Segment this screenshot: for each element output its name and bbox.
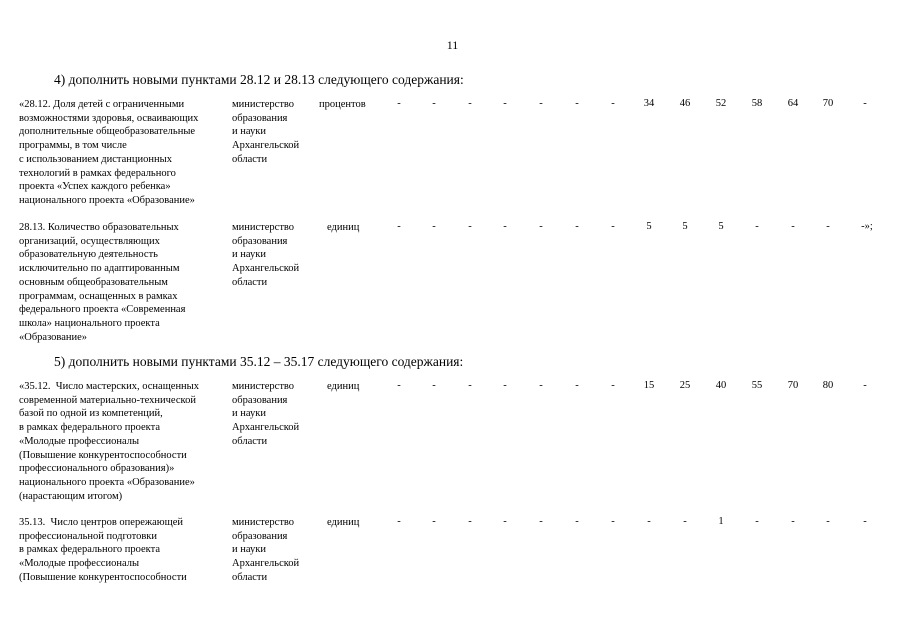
value-cell: 34 <box>643 98 655 109</box>
value-cell: - <box>539 516 543 527</box>
row-35-12-description: «35.12. Число мастерских, оснащенных современной материально-технической базой по одной из компетенций, в рамках федерального проекта «Молодые профессионалы (Повышение конкурентоспособности профессионального образования)» национального проекта «Образование» (нарастающим итогом) <box>19 381 199 502</box>
value-cell: - <box>432 380 436 391</box>
value-cell: - <box>863 380 867 391</box>
value-cell: 1 <box>718 516 724 527</box>
value-cell: - <box>755 221 759 232</box>
value-cell: 5 <box>646 221 652 232</box>
value-cell: - <box>503 221 507 232</box>
value-cell: - <box>755 516 759 527</box>
value-cell: - <box>503 380 507 391</box>
value-cell: - <box>683 516 687 527</box>
value-cell: 46 <box>679 98 691 109</box>
value-cell: - <box>539 380 543 391</box>
value-cell: - <box>468 98 472 109</box>
value-cell: - <box>647 516 651 527</box>
value-cell: - <box>432 221 436 232</box>
value-cell: - <box>826 221 830 232</box>
item5-heading: 5) дополнить новыми пунктами 35.12 – 35.17 следующего содержания: <box>54 354 464 369</box>
row-35-13-unit: единиц <box>327 517 360 528</box>
value-cell: - <box>575 98 579 109</box>
row-28-12-description: «28.12. Доля детей с ограниченными возможностями здоровья, осваивающих дополнительные общеобразовательные программы, в том числе с использованием дистанционных технологий в рамках федерального проекта «Успех каждого ребенка» национального проекта «Образование» <box>19 99 199 206</box>
row-35-13-organization: министерство образования и науки Архангельской области <box>232 517 300 583</box>
value-cell: 64 <box>787 98 799 109</box>
row-35-13-description: 35.13. Число центров опережающей профессиональной подготовки в рамках федерального проекта «Молодые профессионалы (Повышение конкурентоспособности <box>19 517 187 583</box>
value-cell: 5 <box>718 221 724 232</box>
value-cell: - <box>863 98 867 109</box>
value-cell: - <box>611 98 615 109</box>
value-cell: 25 <box>679 380 691 391</box>
value-cell: - <box>611 516 615 527</box>
value-cell: 70 <box>822 98 834 109</box>
value-cell: - <box>397 380 401 391</box>
value-cell: - <box>863 516 867 527</box>
value-cell: 55 <box>751 380 763 391</box>
value-cell: - <box>575 380 579 391</box>
value-cell: 52 <box>715 98 727 109</box>
row-28-12-organization: министерство образования и науки Архангельской области <box>232 99 300 165</box>
value-cell: - <box>397 516 401 527</box>
value-cell: 5 <box>682 221 688 232</box>
value-cell: - <box>468 221 472 232</box>
value-cell: - <box>791 221 795 232</box>
row-35-12-organization: министерство образования и науки Архангельской области <box>232 381 300 447</box>
value-cell: - <box>611 380 615 391</box>
row-35-12-unit: единиц <box>327 381 360 392</box>
row-28-13-description: 28.13. Количество образовательных организаций, осуществляющих образовательную деятельность исключительно по адаптированным основным общеобразовательным программам, оснащенных в рамках федерального проекта «Современная школа» национального проекта «Образование» <box>19 222 186 343</box>
value-cell: - <box>575 516 579 527</box>
row-28-13-organization: министерство образования и науки Архангельской области <box>232 222 300 288</box>
page-number: 11 <box>446 38 459 52</box>
value-cell: 80 <box>822 380 834 391</box>
value-cell: 40 <box>715 380 727 391</box>
value-cell: - <box>539 221 543 232</box>
row-28-13-unit: единиц <box>327 222 360 233</box>
value-cell: - <box>397 98 401 109</box>
value-cell: - <box>432 516 436 527</box>
value-cell: 70 <box>787 380 799 391</box>
value-cell: -»; <box>861 221 873 232</box>
value-cell: - <box>468 516 472 527</box>
value-cell: - <box>539 98 543 109</box>
value-cell: - <box>575 221 579 232</box>
value-cell: - <box>826 516 830 527</box>
value-cell: - <box>468 380 472 391</box>
value-cell: 58 <box>751 98 763 109</box>
item4-heading: 4) дополнить новыми пунктами 28.12 и 28.13 следующего содержания: <box>54 72 464 87</box>
value-cell: - <box>611 221 615 232</box>
row-28-12-unit: процентов <box>319 99 366 110</box>
value-cell: - <box>503 98 507 109</box>
value-cell: - <box>791 516 795 527</box>
value-cell: - <box>503 516 507 527</box>
value-cell: - <box>432 98 436 109</box>
value-cell: - <box>397 221 401 232</box>
value-cell: 15 <box>643 380 655 391</box>
